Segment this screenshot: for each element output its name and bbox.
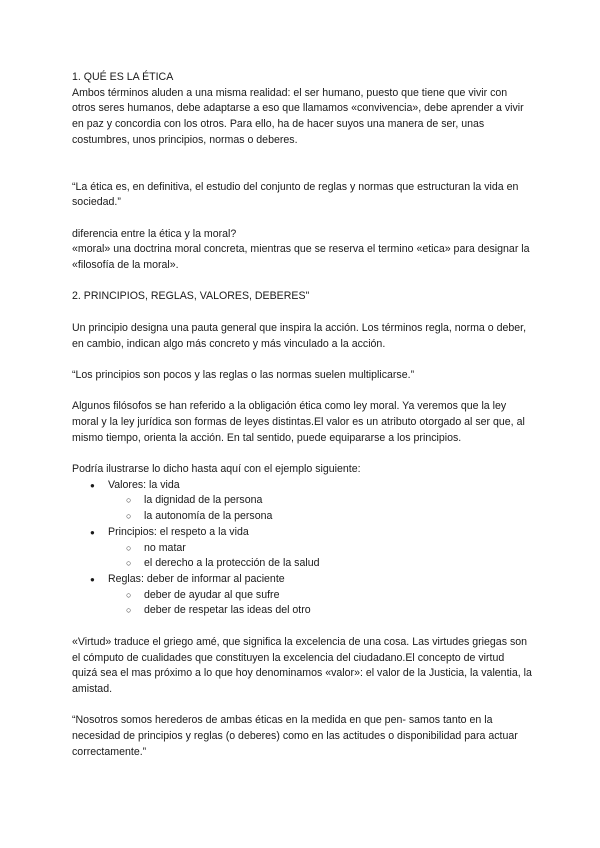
bullet-icon: ● bbox=[90, 480, 95, 490]
circle-bullet-icon: ○ bbox=[126, 589, 132, 600]
section-1-paragraph: Ambos términos aluden a una misma realidad: el ser humano, puesto que tiene que vivir con otros seres humanos, debe adaptarse a eso que llamamos «convivencia», debe aprender a vivir en paz y concordia con los otros. Para ello, ha de hacer suyos una manera de ser, unas costumbres, unos principios, normas o deberes. bbox=[72, 86, 524, 146]
sub-list bbox=[108, 541, 532, 572]
circle-bullet-icon: ○ bbox=[126, 542, 132, 553]
circle-bullet-icon: ○ bbox=[126, 605, 132, 616]
sub-list-item bbox=[108, 603, 532, 619]
moral-law-paragraph: Algunos filósofos se han referido a la obligación ética como ley moral. Ya veremos que la ley moral y la ley jurídica son formas de leyes distintas.El valor es un atributo otorgado al ser que, al mismo tiempo, orienta la acción. En tal sentido, puede equipararse a los principios. bbox=[72, 400, 525, 444]
sub-list-item bbox=[108, 541, 532, 557]
example-list bbox=[72, 478, 532, 619]
sub-list-item bbox=[108, 493, 532, 509]
sub-list-item-label: la autonomía de la persona bbox=[144, 510, 273, 523]
sub-list-item bbox=[108, 556, 532, 572]
sub-list bbox=[108, 588, 532, 619]
circle-bullet-icon: ○ bbox=[126, 511, 132, 522]
list-item-label: Valores: la vida bbox=[108, 478, 180, 491]
document-body bbox=[72, 70, 532, 760]
list-item bbox=[72, 478, 532, 525]
sub-list-item bbox=[108, 509, 532, 525]
sub-list-item-label: deber de respetar las ideas del otro bbox=[144, 604, 311, 617]
bullet-icon: ● bbox=[90, 527, 95, 537]
virtue-paragraph: «Virtud» traduce el griego amé, que significa la excelencia de una cosa. Las virtudes griegas son el cómputo de cualidades que constituyen la excelencia del ciudadano.El concepto de virtud quizá sea el mas próximo a lo que hoy denominamos «valor»: el valor de la Justicia, la valentia, la amistad. bbox=[72, 635, 532, 695]
sub-list bbox=[108, 493, 532, 524]
sub-list-item-label: la dignidad de la persona bbox=[144, 494, 263, 507]
sub-list-item-label: el derecho a la protección de la salud bbox=[144, 557, 320, 570]
principle-paragraph: Un principio designa una pauta general que inspira la acción. Los términos regla, norma o deber, en cambio, indican algo más concreto y más vinculado a la acción. bbox=[72, 321, 527, 350]
ethics-moral-answer: «moral» una doctrina moral concreta, mientras que se reserva el termino «etica» para designar la «filosofía de la moral». bbox=[72, 243, 530, 272]
example-intro: Podría ilustrarse lo dicho hasta aquí con el ejemplo siguiente: bbox=[72, 463, 361, 476]
list-item-label: Principios: el respeto a la vida bbox=[108, 525, 249, 538]
section-1-heading: 1. QUÉ ES LA ÉTICA bbox=[72, 71, 174, 83]
bullet-icon: ● bbox=[90, 575, 95, 584]
circle-bullet-icon: ○ bbox=[126, 558, 132, 569]
list-item bbox=[72, 525, 532, 572]
section-2-heading: 2. PRINCIPIOS, REGLAS, VALORES, DEBERES" bbox=[72, 290, 310, 303]
section-1-quote: “La ética es, en definitiva, el estudio del conjunto de reglas y normas que estructuran la vida en sociedad.” bbox=[72, 180, 519, 209]
principles-quote: “Los principios son pocos y las reglas o las normas suelen multiplicarse.” bbox=[72, 368, 415, 381]
sub-list-item-label: deber de ayudar al que sufre bbox=[144, 588, 280, 601]
ethics-moral-question: diferencia entre la ética y la moral? bbox=[72, 227, 237, 240]
sub-list-item bbox=[108, 588, 532, 604]
heirs-quote: “Nosotros somos herederos de ambas éticas en la medida en que pen- samos tanto en la necesidad de principios y reglas (o deberes) como en las actitudes o disponibilidad para actuar correctamente.” bbox=[72, 714, 518, 758]
sub-list-item-label: no matar bbox=[144, 541, 186, 554]
list-item-label: Reglas: deber de informar al paciente bbox=[108, 573, 285, 585]
circle-bullet-icon: ○ bbox=[126, 495, 132, 506]
list-item bbox=[72, 572, 532, 619]
